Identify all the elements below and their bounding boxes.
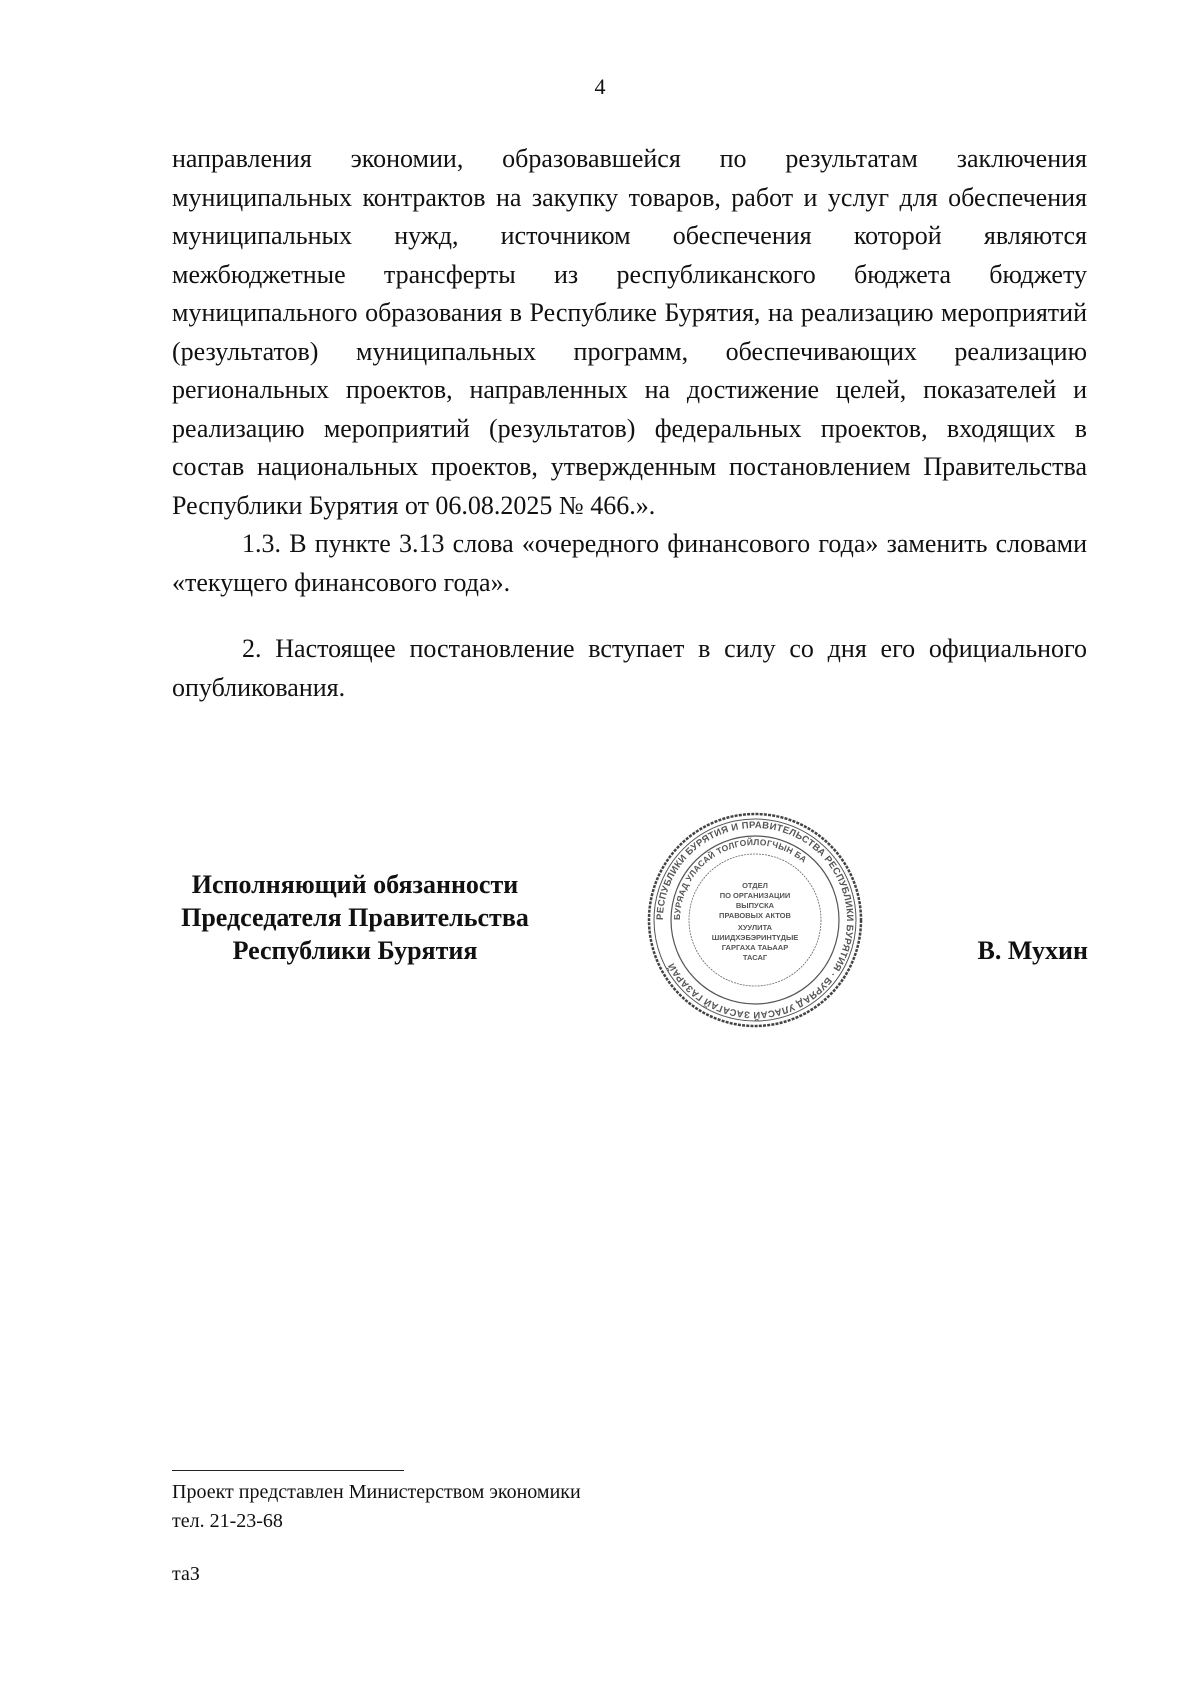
body-paragraph-2: 2. Настоящее постановление вступает в силу со дня его официального опубликования. <box>172 634 1087 702</box>
stamp-center-line: ТАСАГ <box>742 953 768 962</box>
document-body <box>172 140 1087 707</box>
svg-text:РЕСПУБЛИКИ БУРЯТИЯ И ПРАВИТЕЛЬ <box>655 820 855 1021</box>
footnote-divider <box>172 1470 404 1471</box>
signatory-title-line-3: Республики Бурятия <box>232 936 478 965</box>
footnote-prepared-by: Проект представлен Министерством экономики <box>172 1481 581 1503</box>
stamp-center-line: ВЫПУСКА <box>735 901 775 910</box>
official-seal-stamp <box>645 810 865 1030</box>
stamp-center-line: ПО ОРГАНИЗАЦИИ <box>719 891 791 900</box>
body-paragraph-continuation: направления экономии, образовавшейся по результатам заключения муниципальных контрактов на закупку товаров, работ и услуг для обеспечения муниципальных нужд, источником обеспечения которой являются межбюджетные трансферты из республиканского бюджета бюджету муниципального образования в Республике Бурятия, на реализацию мероприятий (результатов) муниципальных программ, обеспечивающих реализацию региональных проектов, направленных на достижение целей, показателей и реализацию мероприятий (результатов) федеральных проектов, входящих в состав национальных проектов, утвержденным постановлением Правительства Республики Бурятия от 06.08.2025 № 466.». <box>172 144 1087 520</box>
stamp-center-line: ШИИДХЭБЭРИНТҮДЫЕ <box>711 933 799 942</box>
stamp-inner-ring-text: БУРЯАД УЛАСАЙ ТОЛГОЙЛОГЧЫН БА <box>671 836 809 921</box>
stamp-center-line: ОТДЕЛ <box>742 881 768 890</box>
page-number: 4 <box>594 74 606 99</box>
signatory-title-line-1: Исполняющий обязанности <box>191 870 519 899</box>
stamp-outer-ring-text: РЕСПУБЛИКИ БУРЯТИЯ И ПРАВИТЕЛЬСТВА РЕСПУБЛИКИ БУРЯТИЯ · БУРЯАД УЛАСАЙ ЗАСАГАЙ ГАЗАРАЙ <box>654 819 856 1021</box>
body-paragraph-1-3: 1.3. В пункте 3.13 слова «очередного финансового года» заменить словами «текущего финансового года». <box>172 529 1087 597</box>
stamp-center-line: ХУУЛИТА <box>737 923 773 932</box>
footnote <box>172 1478 581 1536</box>
signatory-title <box>160 868 550 967</box>
stamp-center-line: ПРАВОВЫХ АКТОВ <box>719 911 791 920</box>
signer-name: В. Мухин <box>977 936 1088 965</box>
stamp-center-line: ГАРГАХА ТАЬААР <box>721 943 789 952</box>
executor-initials: таЗ <box>172 1563 200 1585</box>
signatory-title-line-2: Председателя Правительства <box>181 903 529 932</box>
footnote-phone: тел. 21-23-68 <box>172 1510 283 1532</box>
